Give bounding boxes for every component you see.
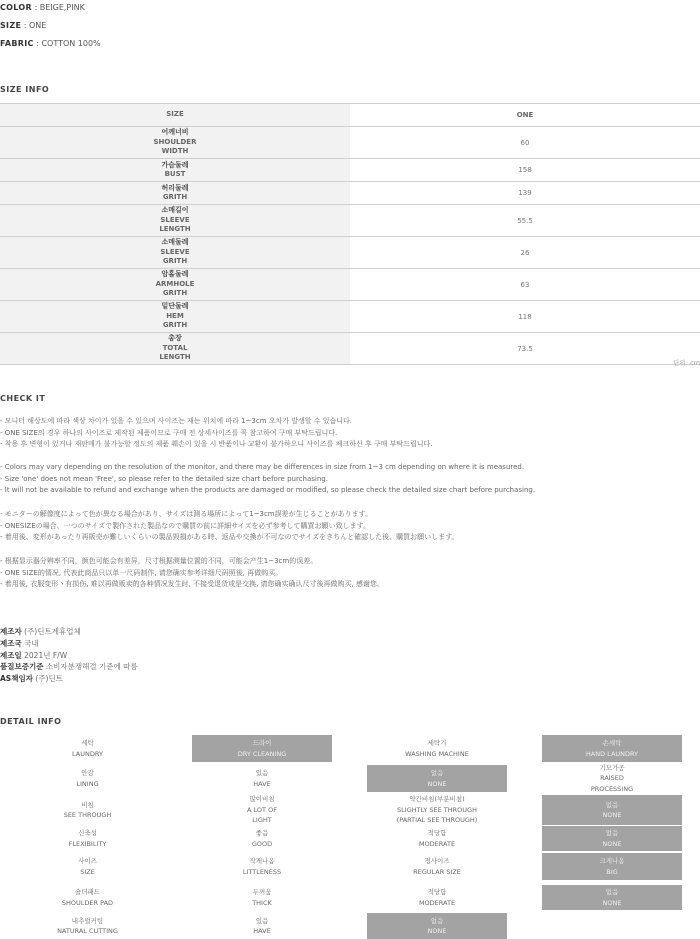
detail-label-en: SHOULDER PAD bbox=[61, 898, 114, 907]
size-row-label-ko: 허리둘레 bbox=[161, 183, 189, 192]
detail-label-ko: 사이즈 bbox=[78, 857, 97, 865]
date-label: 제조일 bbox=[0, 650, 22, 660]
detail-label-ko: 없음 bbox=[430, 769, 444, 777]
detail-option-selected bbox=[192, 735, 332, 762]
detail-label-en: NONE bbox=[602, 839, 622, 848]
detail-label-ko: 기모가공 bbox=[599, 763, 625, 772]
detail-option-selected bbox=[367, 765, 507, 792]
notes-chinese bbox=[0, 556, 384, 591]
detail-label-ko: 있음 bbox=[255, 916, 269, 925]
detail-category bbox=[0, 853, 175, 880]
size-row-label-en: GRITH bbox=[162, 193, 188, 201]
size-row-label-ko: 어깨너비 bbox=[161, 128, 189, 137]
detail-option bbox=[192, 853, 332, 880]
size-label: SIZE bbox=[0, 21, 22, 30]
detail-row bbox=[0, 735, 700, 762]
size-row-value: 73.5 bbox=[350, 333, 700, 365]
detail-label-en: LINING bbox=[76, 779, 99, 788]
detail-label-en: NONE bbox=[427, 927, 447, 935]
detail-option-selected bbox=[367, 913, 507, 939]
detail-label-en: RAISED bbox=[600, 774, 624, 783]
detail-label-en: NONE bbox=[602, 811, 622, 819]
detail-option bbox=[192, 885, 332, 910]
detail-label-ko: 약간비침(부분비침) bbox=[409, 795, 465, 804]
detail-option bbox=[367, 795, 507, 825]
size-row-label-en: WIDTH bbox=[161, 147, 189, 156]
size-row-label-en: SHOULDER bbox=[153, 137, 197, 146]
detail-label-ko: 적당함 bbox=[427, 829, 447, 837]
size-row-label bbox=[0, 182, 350, 205]
detail-label-ko: 작게나옴 bbox=[249, 857, 275, 865]
manufacturer-info bbox=[0, 626, 138, 685]
date-line bbox=[0, 650, 138, 662]
size-row-label-ko: 암홀둘레 bbox=[161, 270, 189, 279]
note-line: - モニターの解像度によって色が異なる場合があり、サイズは測る場所によって1~3cm誤差が生じることがあります。 bbox=[0, 510, 373, 518]
detail-label-ko: 세탁 bbox=[81, 739, 94, 747]
detail-option-selected bbox=[542, 826, 682, 851]
maker-label: 제조자 bbox=[0, 627, 22, 636]
date-value: 2021년 F/W bbox=[24, 650, 68, 660]
size-info-line: SIZE : ONE bbox=[0, 21, 47, 30]
detail-option bbox=[367, 826, 507, 851]
detail-label-en: HAVE bbox=[253, 779, 271, 788]
size-row-label-ko: 소매둘레 bbox=[161, 238, 189, 247]
size-row-label-ko: 총장 bbox=[168, 334, 182, 343]
size-header-label: SIZE bbox=[0, 104, 350, 127]
detail-label-en: GOOD bbox=[251, 839, 273, 848]
color-label: COLOR bbox=[0, 3, 32, 12]
size-row bbox=[0, 205, 700, 237]
warranty-value: 소비자분쟁해결 기준에 따름 bbox=[45, 662, 138, 672]
note-line: - 모니터 해상도에 따라 색상 차이가 있을 수 있으며 사이즈는 재는 위치에 따라 1~3cm 오차가 발생할 수 있습니다. bbox=[0, 417, 353, 425]
detail-row bbox=[0, 913, 700, 939]
check-it-title: CHECK IT bbox=[0, 394, 46, 403]
fabric-label: FABRIC bbox=[0, 39, 34, 48]
note-line: - Colors may vary depending on the resolution of the monitor, and there may be differences in size from 1~3 cm depending on where it is measured. bbox=[0, 463, 525, 471]
detail-label-ko: 적당함 bbox=[427, 888, 447, 896]
detail-label-ko: 세탁기 bbox=[427, 739, 447, 747]
size-row-label-en: ARMHOLE bbox=[155, 279, 195, 288]
size-row-label-en: SLEEVE bbox=[160, 215, 190, 224]
detail-label-en: SIZE bbox=[80, 867, 95, 876]
notes-japanese bbox=[0, 509, 459, 544]
warranty-label: 품질보증기준 bbox=[0, 662, 44, 672]
size-table bbox=[0, 103, 700, 365]
detail-label-en: MODERATE bbox=[418, 839, 456, 848]
as-value: (주)딘트 bbox=[35, 674, 63, 684]
detail-label-ko: 숄더패드 bbox=[74, 888, 101, 896]
note-line: - 根据显示器分辨率不同，颜色可能会有差异，尺寸根据测量位置的不同，可能会产生1~3cm的误差。 bbox=[0, 557, 318, 565]
size-row-value: 158 bbox=[350, 159, 700, 182]
note-line: - Size 'one' does not mean 'Free', so please refer to the detailed size chart before purchasing. bbox=[0, 474, 328, 483]
size-info-title: SIZE INFO bbox=[0, 85, 50, 94]
size-row-label-ko: 밑단둘레 bbox=[161, 302, 189, 311]
size-row-label bbox=[0, 301, 350, 333]
note-line: - 착용 후 변형이 있거나 재판매가 불가능할 정도의 제품 훼손이 있을 시 반품이나 교환이 불가하오니 사이즈를 체크하신 후 구매 부탁드립니다. bbox=[0, 440, 433, 449]
note-line: - ONESIZEの場合、一つのサイズで製作された製品なので購買の前に詳細サイズを必ず参考して購買お願い致します。 bbox=[0, 521, 370, 530]
note-line: - 着用後, 衣服变形丶有损伤, 难以再做贩卖的各种情况发生时, 不接受退货或是交换, 请您确实确认尺寸後再做购买, 感谢您。 bbox=[0, 580, 385, 589]
detail-label-en: MODERATE bbox=[418, 898, 456, 907]
detail-label-en: NONE bbox=[602, 898, 622, 907]
notes-korean bbox=[0, 416, 432, 451]
detail-label-ko: 크게나옴 bbox=[599, 857, 625, 865]
detail-label-en: THICK bbox=[252, 898, 272, 907]
note-line: - 着用後、変形があったり再販売が難しいくらいの製品毀損がある時、返品や交換が不可なのでサイズをきちんと確認した後、購買お願いします。 bbox=[0, 533, 459, 542]
detail-category bbox=[0, 885, 175, 910]
detail-label-ko: 없음 bbox=[605, 800, 619, 809]
size-row-value: 26 bbox=[350, 237, 700, 269]
detail-option bbox=[192, 765, 332, 792]
size-row-label-en: GRITH bbox=[162, 289, 188, 298]
maker-line bbox=[0, 626, 138, 638]
size-row-value: 139 bbox=[350, 182, 700, 205]
detail-option bbox=[367, 735, 507, 762]
fabric-info: FABRIC : COTTON 100% bbox=[0, 39, 101, 48]
size-row bbox=[0, 159, 700, 182]
detail-label-en: DRY CLEANING bbox=[237, 749, 287, 758]
detail-label-en: A LOT OF bbox=[247, 805, 277, 814]
detail-label-en: SEE THROUGH bbox=[63, 811, 112, 819]
detail-label-ko: 손세탁 bbox=[602, 739, 622, 747]
country-label: 제조국 bbox=[0, 638, 22, 648]
size-row-value: 55.5 bbox=[350, 205, 700, 237]
detail-label-en: PROCESSING bbox=[590, 784, 634, 793]
detail-label-ko: 없음 bbox=[605, 829, 619, 837]
detail-option-selected bbox=[542, 795, 682, 825]
detail-label-en: FLEXIBILITY bbox=[68, 839, 107, 848]
detail-label-ko: 신축성 bbox=[78, 829, 97, 837]
detail-label-en: LAUNDRY bbox=[72, 749, 103, 758]
detail-label-ko: 없음 bbox=[430, 916, 444, 925]
detail-option bbox=[192, 913, 332, 939]
size-row-label bbox=[0, 269, 350, 301]
detail-option bbox=[542, 765, 682, 792]
size-row-label-en: LENGTH bbox=[159, 353, 191, 362]
size-row-label-en: GRITH bbox=[162, 321, 188, 330]
color-value: BEIGE,PINK bbox=[39, 3, 85, 12]
detail-label-en: BIG bbox=[606, 867, 618, 876]
detail-label-ko: 비침 bbox=[81, 800, 94, 809]
size-row bbox=[0, 237, 700, 269]
size-row-label-en: BUST bbox=[164, 170, 186, 178]
detail-label-ko: 두꺼움 bbox=[252, 888, 272, 896]
note-line: - ONE SIZE의 경우 하나의 사이즈로 제작된 제품이므로 구매 전 상세사이즈를 꼭 참고하여 구매 부탁드립니다. bbox=[0, 428, 338, 437]
detail-row bbox=[0, 826, 700, 851]
note-line: - It will not be available to refund and exchange when the products are damaged or modified, so please check the detailed size chart before purchasing. bbox=[0, 486, 536, 495]
detail-option-selected bbox=[542, 853, 682, 880]
size-row-label bbox=[0, 237, 350, 269]
color-info: COLOR : BEIGE,PINK bbox=[0, 3, 85, 12]
size-row-value: 60 bbox=[350, 127, 700, 159]
detail-label-ko: 있음 bbox=[255, 769, 269, 777]
detail-label-ko: 드라이 bbox=[252, 739, 272, 747]
detail-label-en: HAVE bbox=[253, 927, 271, 935]
country-line bbox=[0, 638, 138, 650]
detail-label-en: WASHING MACHINE bbox=[405, 749, 469, 758]
detail-info-title: DETAIL INFO bbox=[0, 717, 62, 726]
detail-option bbox=[367, 853, 507, 880]
as-label: AS책임자 bbox=[0, 674, 33, 684]
detail-label-ko: 내추럴커팅 bbox=[71, 916, 104, 925]
detail-label-en: NONE bbox=[427, 779, 447, 788]
detail-row bbox=[0, 795, 700, 825]
detail-row bbox=[0, 885, 700, 910]
detail-option bbox=[192, 795, 332, 825]
detail-option bbox=[367, 885, 507, 910]
size-row-label-en: HEM bbox=[166, 311, 184, 320]
detail-label-en: LIGHT bbox=[252, 816, 272, 825]
detail-option bbox=[192, 826, 332, 851]
fabric-value: COTTON 100% bbox=[41, 39, 101, 48]
size-row-label-ko: 소매길이 bbox=[161, 206, 189, 215]
detail-option-selected bbox=[542, 735, 682, 762]
detail-label-ko: 많이비침 bbox=[249, 795, 275, 804]
unit-label: 단위: cm bbox=[673, 359, 700, 367]
note-line: - ONE SIZE的情况, 代表此商品只以单一尺码制作, 请您确实参考详细尺码照後, 再做购买。 bbox=[0, 568, 283, 577]
detail-label-en: LITTLENESS bbox=[242, 867, 282, 876]
size-row-value: 118 bbox=[350, 301, 700, 333]
warranty-line bbox=[0, 661, 138, 673]
detail-option-selected bbox=[542, 885, 682, 910]
detail-label-en: NATURAL CUTTING bbox=[57, 927, 118, 935]
detail-label-en: HAND LAUNDRY bbox=[585, 749, 639, 758]
detail-category bbox=[0, 913, 175, 939]
detail-category bbox=[0, 765, 175, 792]
detail-label-ko: 좋음 bbox=[255, 829, 269, 837]
size-row bbox=[0, 269, 700, 301]
maker-value: (주)딘트계휴업체 bbox=[24, 627, 81, 636]
detail-category bbox=[0, 795, 175, 825]
country-value: 국내 bbox=[24, 638, 39, 648]
size-row-label bbox=[0, 159, 350, 182]
size-row bbox=[0, 182, 700, 205]
detail-label-ko: 정사이즈 bbox=[424, 857, 450, 865]
size-table-header bbox=[0, 104, 700, 127]
size-row-label-en: GRITH bbox=[162, 257, 188, 266]
size-row-label-en: LENGTH bbox=[159, 225, 191, 234]
detail-label-en: REGULAR SIZE bbox=[413, 867, 461, 876]
size-row-label-en: SLEEVE bbox=[160, 247, 190, 256]
detail-label-en: SLIGHTLY SEE THROUGH bbox=[397, 805, 477, 814]
size-row-label bbox=[0, 127, 350, 159]
size-header-value: ONE bbox=[350, 104, 700, 127]
size-row bbox=[0, 301, 700, 333]
size-row bbox=[0, 333, 700, 365]
detail-category bbox=[0, 735, 175, 762]
detail-label-ko: 없음 bbox=[605, 888, 619, 896]
detail-category bbox=[0, 826, 175, 851]
detail-label-ko: 안감 bbox=[81, 769, 94, 777]
detail-label-en: (PARTIAL SEE THROUGH) bbox=[396, 816, 478, 825]
size-row-label-ko: 가슴둘레 bbox=[161, 160, 189, 169]
size-value: ONE bbox=[29, 21, 47, 30]
size-row-label bbox=[0, 333, 350, 365]
as-line bbox=[0, 673, 138, 685]
size-row-label bbox=[0, 205, 350, 237]
detail-row bbox=[0, 765, 700, 792]
size-row-value: 63 bbox=[350, 269, 700, 301]
notes-english bbox=[0, 462, 535, 497]
size-row bbox=[0, 127, 700, 159]
detail-row bbox=[0, 853, 700, 880]
size-row-label-en: TOTAL bbox=[162, 343, 188, 352]
